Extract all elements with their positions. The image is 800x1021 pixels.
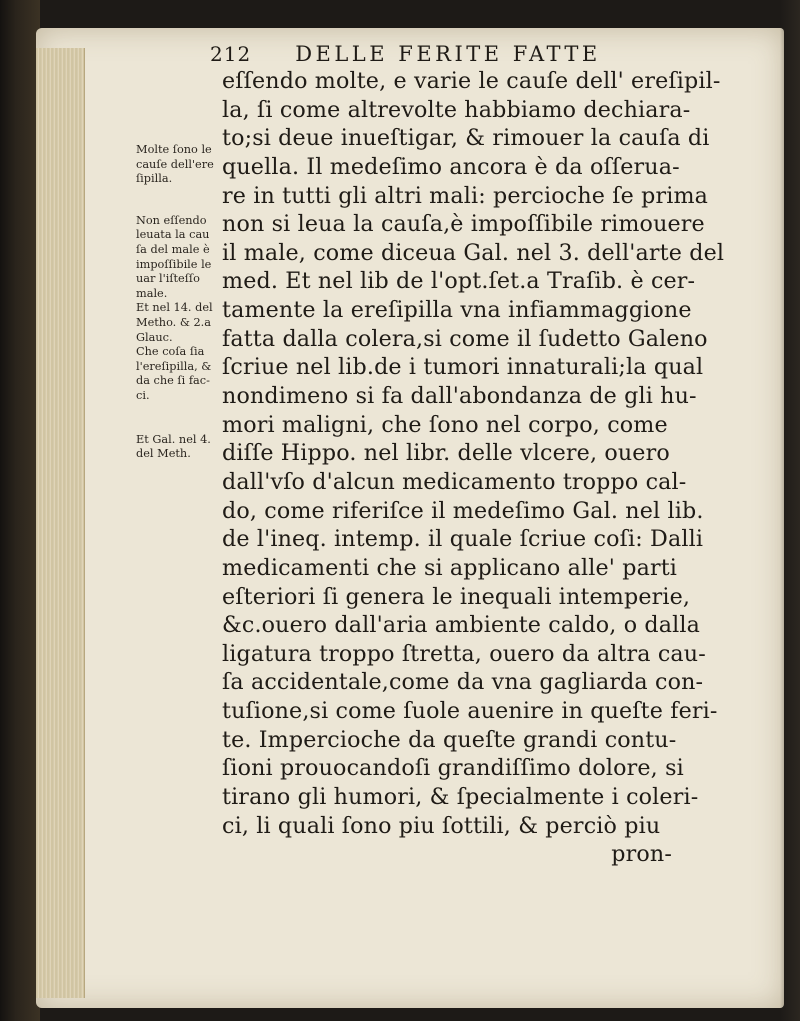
running-title: DELLE FERITE FATTE xyxy=(295,42,601,66)
catchword: pron- xyxy=(611,841,672,868)
text-line: re in tutti gli altri mali: percioche ſe prima xyxy=(222,182,709,209)
page-number: 212 xyxy=(210,42,252,66)
text-line: fatta dalla colera,si come il ſudetto Galeno xyxy=(222,325,708,352)
book-binding-edge xyxy=(0,0,40,1021)
text-line: tirano gli humori, & ſpecialmente i coleri- xyxy=(222,784,699,811)
text-line: mori maligni, che ſono nel corpo, come xyxy=(222,411,668,438)
text-line: non si leua la cauſa,è impoſſibile rimouere xyxy=(222,211,705,238)
margin-note: Non eſſendo leuata la cau ſa del male è impoſſibile le uar l'iſteſſo male. Et nel 14. del Metho. & 2.a Glauc. xyxy=(136,213,213,344)
text-line: med. Et nel lib de l'opt.ſet.a Traſib. è cer- xyxy=(222,268,696,295)
text-line: diſſe Hippo. nel libr. delle vlcere, ouero xyxy=(222,440,670,467)
text-line: &c.ouero dall'aria ambiente caldo, o dalla xyxy=(222,612,701,639)
text-line: il male, come diceua Gal. nel 3. dell'arte del xyxy=(222,239,725,266)
text-line: ligatura troppo ſtretta, ouero da altra cau- xyxy=(222,640,706,667)
margin-note: Molte ſono le cauſe dell'ere ſipilla. xyxy=(136,143,214,186)
text-line: do, come riferiſce il medeſimo Gal. nel lib. xyxy=(222,497,704,524)
body-text xyxy=(222,67,725,869)
text-line: ci, li quali ſono piu ſottili, & perciò piu xyxy=(222,812,661,839)
text-line: medicamenti che si applicano alle' parti xyxy=(222,554,678,581)
text-line: la, ſi come altrevolte habbiamo dechiara- xyxy=(222,96,691,123)
text-line: to;si deue inueſtigar, & rimouer la cauſa di xyxy=(222,125,710,152)
text-line: nondimeno si fa dall'abondanza de gli hu- xyxy=(222,383,697,410)
margin-note: Et Gal. nel 4. del Meth. xyxy=(136,432,211,461)
text-line: ſa accidentale,come da vna gagliarda con- xyxy=(222,669,704,696)
text-line: ſcriue nel lib.de i tumori innaturali;la qual xyxy=(222,354,704,381)
text-line: tamente la ereſipilla vna infiammaggione xyxy=(222,297,692,324)
text-line: eſteriori ſi genera le inequali intemperie, xyxy=(222,583,691,610)
text-line: tuſione,si come ſuole auenire in queſte feri- xyxy=(222,698,718,725)
page-shadow xyxy=(780,0,800,1021)
text-line: eſſendo molte, e varie le cauſe dell' ereſipil- xyxy=(222,68,721,94)
text-line: te. Impercioche da queſte grandi contu- xyxy=(222,726,677,753)
page-stack-edge xyxy=(36,48,85,998)
margin-note: Che coſa ſia l'ereſipilla, & da che ſi fac- ci. xyxy=(136,345,212,402)
text-line: quella. Il medeſimo ancora è da oſſerua- xyxy=(222,153,680,180)
text-line: de l'ineq. intemp. il quale ſcriue coſi: Dalli xyxy=(222,526,704,553)
text-line: ſioni prouocandoſi grandiſſimo dolore, si xyxy=(222,755,684,782)
text-line: dall'vſo d'alcun medicamento troppo cal- xyxy=(222,468,687,495)
